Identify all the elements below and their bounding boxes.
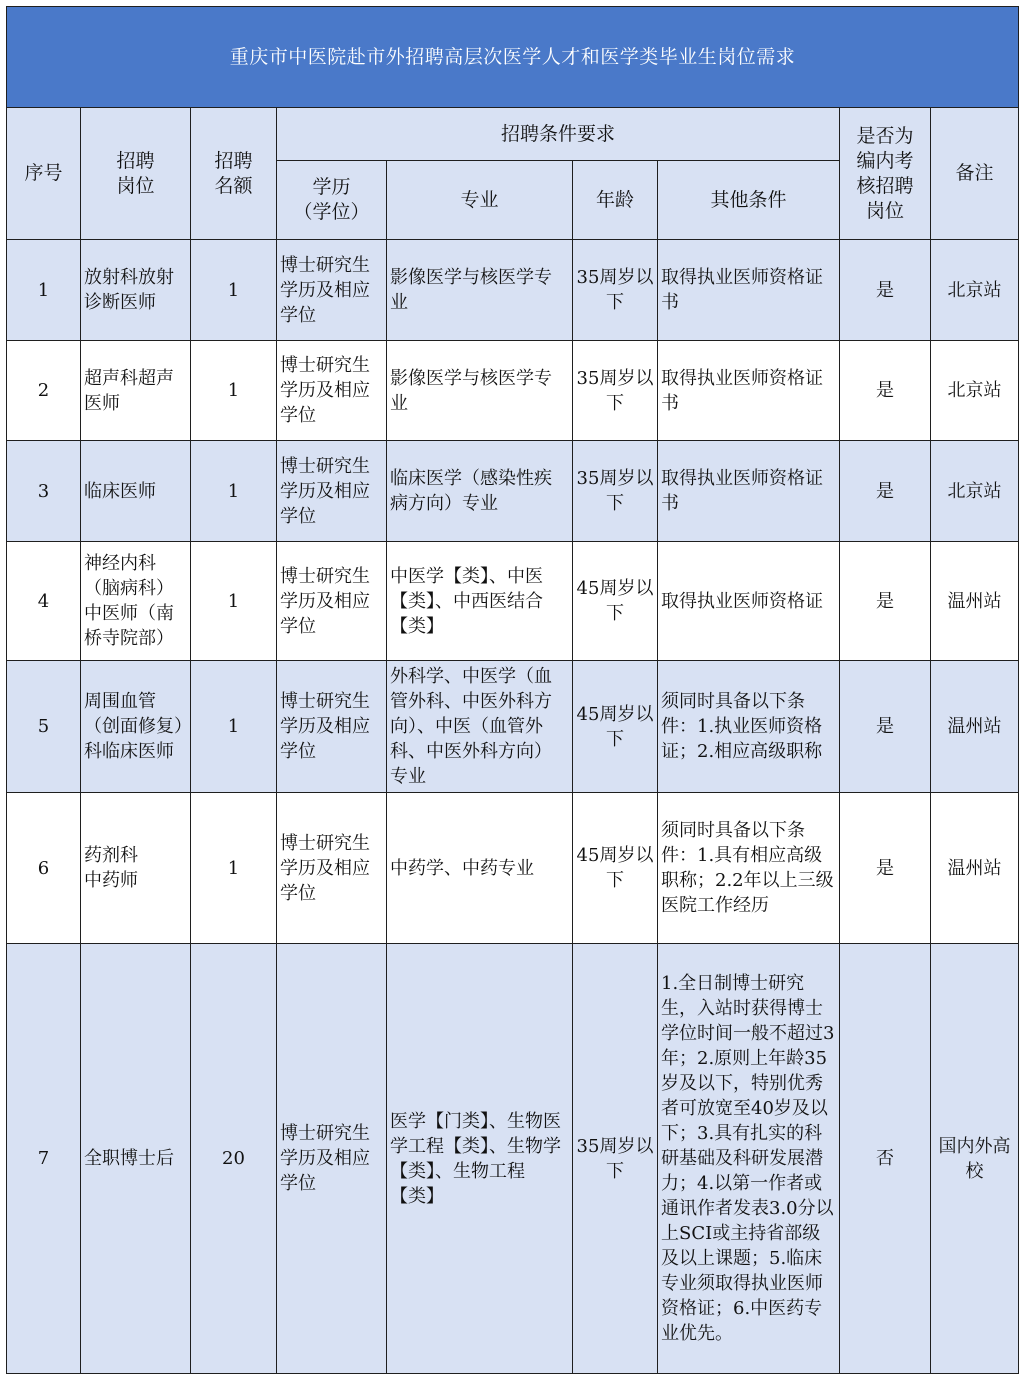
cell-other: 取得执业医师资格证 bbox=[658, 542, 840, 661]
cell-education: 博士研究生学历及相应学位 bbox=[277, 441, 387, 542]
cell-major: 影像医学与核医学专业 bbox=[387, 341, 573, 441]
cell-staffing: 是 bbox=[840, 793, 931, 944]
cell-count: 1 bbox=[191, 341, 277, 441]
cell-remark: 北京站 bbox=[931, 341, 1019, 441]
cell-major: 医学【门类】、生物医学工程【类】、生物学【类】、生物工程【类】 bbox=[387, 944, 573, 1374]
cell-remark: 温州站 bbox=[931, 542, 1019, 661]
table-row bbox=[7, 542, 1019, 661]
cell-seq: 5 bbox=[7, 661, 81, 793]
cell-major: 临床医学（感染性疾病方向）专业 bbox=[387, 441, 573, 542]
cell-major: 中药学、中药专业 bbox=[387, 793, 573, 944]
cell-other: 取得执业医师资格证书 bbox=[658, 441, 840, 542]
cell-major: 外科学、中医学（血管外科、中医外科方向）、中医（血管外科、中医外科方向）专业 bbox=[387, 661, 573, 793]
recruitment-table bbox=[6, 6, 1019, 1374]
header-seq: 序号 bbox=[7, 108, 81, 240]
cell-age: 45周岁以下 bbox=[573, 661, 658, 793]
cell-other: 1.全日制博士研究生，入站时获得博士学位时间一般不超过3年；2.原则上年龄35岁及以下，特别优秀者可放宽至40岁及以下；3.具有扎实的科研基础及科研发展潜力；4.以第一作者或通讯作者发表3.0分以上SCI或主持省部级及以上课题；5.临床专业须取得执业医师资格证；6.中医药专业优先。 bbox=[658, 944, 840, 1374]
cell-education: 博士研究生学历及相应学位 bbox=[277, 542, 387, 661]
cell-age: 45周岁以下 bbox=[573, 793, 658, 944]
cell-major: 中医学【类】、中医【类】、中西医结合【类】 bbox=[387, 542, 573, 661]
cell-other: 须同时具备以下条件：1.执业医师资格证；2.相应高级职称 bbox=[658, 661, 840, 793]
cell-staffing: 是 bbox=[840, 661, 931, 793]
cell-age: 35周岁以下 bbox=[573, 441, 658, 542]
cell-education: 博士研究生学历及相应学位 bbox=[277, 944, 387, 1374]
cell-age: 35周岁以下 bbox=[573, 341, 658, 441]
cell-age: 35周岁以下 bbox=[573, 944, 658, 1374]
cell-remark: 国内外高校 bbox=[931, 944, 1019, 1374]
cell-seq: 7 bbox=[7, 944, 81, 1374]
cell-position: 周围血管（创面修复）科临床医师 bbox=[81, 661, 191, 793]
cell-other: 取得执业医师资格证书 bbox=[658, 240, 840, 341]
page bbox=[6, 6, 1018, 1374]
cell-staffing: 是 bbox=[840, 441, 931, 542]
cell-education: 博士研究生学历及相应学位 bbox=[277, 240, 387, 341]
cell-remark: 温州站 bbox=[931, 793, 1019, 944]
header-position: 招聘 岗位 bbox=[81, 108, 191, 240]
cell-position: 全职博士后 bbox=[81, 944, 191, 1374]
header-other: 其他条件 bbox=[658, 161, 840, 240]
header-requirements: 招聘条件要求 bbox=[277, 108, 840, 161]
header-major: 专业 bbox=[387, 161, 573, 240]
cell-seq: 3 bbox=[7, 441, 81, 542]
cell-count: 20 bbox=[191, 944, 277, 1374]
table-row bbox=[7, 944, 1019, 1374]
cell-remark: 北京站 bbox=[931, 441, 1019, 542]
table-row bbox=[7, 341, 1019, 441]
cell-education: 博士研究生学历及相应学位 bbox=[277, 661, 387, 793]
table-row bbox=[7, 793, 1019, 944]
cell-other: 取得执业医师资格证书 bbox=[658, 341, 840, 441]
cell-major: 影像医学与核医学专业 bbox=[387, 240, 573, 341]
header-count: 招聘 名额 bbox=[191, 108, 277, 240]
cell-position: 神经内科（脑病科）中医师（南桥寺院部） bbox=[81, 542, 191, 661]
cell-staffing: 是 bbox=[840, 240, 931, 341]
table-row bbox=[7, 441, 1019, 542]
cell-staffing: 是 bbox=[840, 542, 931, 661]
header-remark: 备注 bbox=[931, 108, 1019, 240]
cell-position: 药剂科 中药师 bbox=[81, 793, 191, 944]
cell-seq: 6 bbox=[7, 793, 81, 944]
cell-remark: 北京站 bbox=[931, 240, 1019, 341]
cell-count: 1 bbox=[191, 441, 277, 542]
cell-education: 博士研究生学历及相应学位 bbox=[277, 793, 387, 944]
cell-count: 1 bbox=[191, 542, 277, 661]
table-row bbox=[7, 661, 1019, 793]
cell-count: 1 bbox=[191, 793, 277, 944]
cell-education: 博士研究生学历及相应学位 bbox=[277, 341, 387, 441]
header-staffing: 是否为 编内考 核招聘 岗位 bbox=[840, 108, 931, 240]
cell-age: 45周岁以下 bbox=[573, 542, 658, 661]
table-row bbox=[7, 240, 1019, 341]
cell-position: 放射科放射诊断医师 bbox=[81, 240, 191, 341]
cell-count: 1 bbox=[191, 661, 277, 793]
header-education: 学历 （学位） bbox=[277, 161, 387, 240]
cell-other: 须同时具备以下条件：1.具有相应高级职称；2.2年以上三级医院工作经历 bbox=[658, 793, 840, 944]
cell-staffing: 否 bbox=[840, 944, 931, 1374]
cell-seq: 1 bbox=[7, 240, 81, 341]
cell-remark: 温州站 bbox=[931, 661, 1019, 793]
table-title: 重庆市中医院赴市外招聘高层次医学人才和医学类毕业生岗位需求 bbox=[7, 7, 1019, 108]
cell-count: 1 bbox=[191, 240, 277, 341]
header-age: 年龄 bbox=[573, 161, 658, 240]
cell-position: 临床医师 bbox=[81, 441, 191, 542]
cell-seq: 4 bbox=[7, 542, 81, 661]
cell-position: 超声科超声医师 bbox=[81, 341, 191, 441]
cell-seq: 2 bbox=[7, 341, 81, 441]
cell-staffing: 是 bbox=[840, 341, 931, 441]
cell-age: 35周岁以下 bbox=[573, 240, 658, 341]
